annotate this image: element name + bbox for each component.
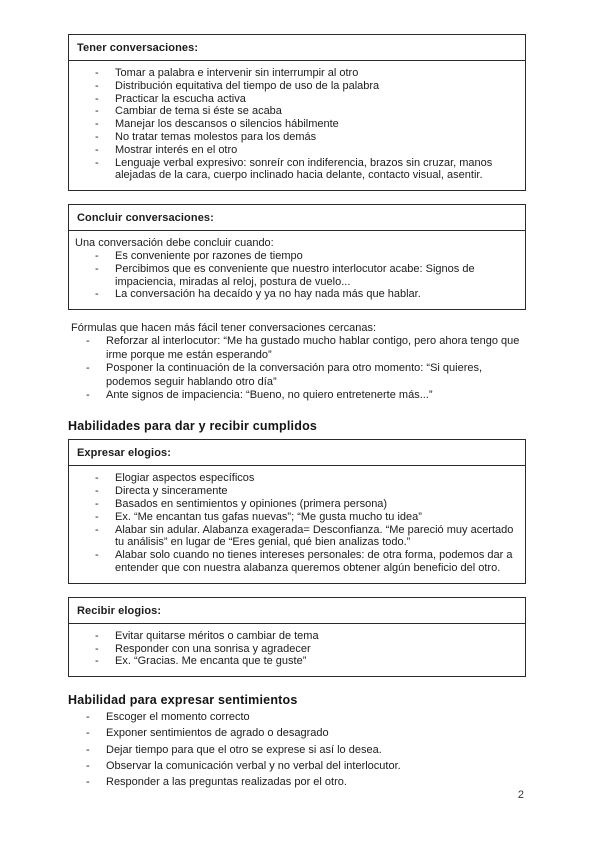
list-item: - Percibimos que es conveniente que nuestro interlocutor acabe: Signos de impaciencia, miradas al reloj, postura de vuelo... [69, 263, 517, 289]
formulas-list [68, 335, 526, 402]
expresar-list [69, 472, 517, 574]
list-item: - Lenguaje verbal expresivo: sonreír con indiferencia, brazos sin cruzar, manos alejadas de la cara, cuerpo inclinado hacia delante, contacto visual, asentir. [69, 157, 517, 183]
concluir-intro: Una conversación debe concluir cuando: [75, 237, 274, 250]
list-item: - Basados en sentimientos y opiniones (primera persona) [69, 498, 517, 511]
box-concluir-conversaciones [68, 204, 526, 310]
list-item: - Alabar sin adular. Alabanza exagerada= Desconfianza. “Me pareció muy acertado tu análisis” en lugar de “Eres genial, qué bien analizas todo.” [69, 524, 517, 550]
sentimientos-list [68, 711, 526, 789]
box-title-recibir: Recibir elogios: [69, 598, 525, 624]
section-heading-cumplidos: Habilidades para dar y recibir cumplidos [68, 419, 318, 434]
list-item: - Elogiar aspectos específicos [69, 472, 517, 485]
tener-list [69, 67, 517, 182]
list-item: - Ex. “Me encantan tus gafas nuevas”; “Me gusta mucho tu idea” [69, 511, 517, 524]
list-item: - Distribución equitativa del tiempo de uso de la palabra [69, 80, 517, 93]
section-heading-sentimientos: Habilidad para expresar sentimientos [68, 693, 298, 708]
box-title-tener: Tener conversaciones: [69, 35, 525, 61]
list-item: - Practicar la escucha activa [69, 93, 517, 106]
box-expresar-elogios [68, 439, 526, 583]
page-content [68, 34, 526, 792]
box-title-concluir: Concluir conversaciones: [69, 205, 525, 231]
list-item: - Dejar tiempo para que el otro se exprese si así lo desea. [68, 744, 526, 757]
list-item: - Observar la comunicación verbal y no verbal del interlocutor. [68, 760, 526, 773]
box-body-recibir [69, 624, 525, 676]
list-item: - Evitar quitarse méritos o cambiar de tema [69, 630, 517, 643]
formulas-section [68, 322, 526, 402]
box-title-expresar: Expresar elogios: [69, 440, 525, 466]
list-item: - Cambiar de tema si éste se acaba [69, 105, 517, 118]
list-item: - Mostrar interés en el otro [69, 144, 517, 157]
list-item: - Manejar los descansos o silencios hábilmente [69, 118, 517, 131]
list-item: - Directa y sinceramente [69, 485, 517, 498]
list-item: - Responder a las preguntas realizadas por el otro. [68, 776, 526, 789]
list-item: - Escoger el momento correcto [68, 711, 526, 724]
list-item: - No tratar temas molestos para los demás [69, 131, 517, 144]
concluir-list [69, 250, 517, 301]
box-tener-conversaciones [68, 34, 526, 191]
formulas-intro: Fórmulas que hacen más fácil tener conversaciones cercanas: [71, 322, 377, 335]
box-body-tener [69, 61, 525, 190]
list-item: - La conversación ha decaído y ya no hay nada más que hablar. [69, 288, 517, 301]
list-item: - Ex. “Gracias. Me encanta que te guste” [69, 655, 517, 668]
list-item: - Exponer sentimientos de agrado o desagrado [68, 727, 526, 740]
box-body-concluir [69, 231, 525, 309]
list-item: - Es conveniente por razones de tiempo [69, 250, 517, 263]
list-item: - Posponer la continuación de la conversación para otro momento: “Si quieres, podemos seguir hablando otro día” [68, 362, 526, 389]
list-item: - Tomar a palabra e intervenir sin interrumpir al otro [69, 67, 517, 80]
list-item: - Responder con una sonrisa y agradecer [69, 643, 517, 656]
box-body-expresar [69, 466, 525, 582]
list-item: - Alabar solo cuando no tienes intereses personales: de otra forma, podemos dar a entender que con nuestra alabanza queremos obtener algún beneficio del otro. [69, 549, 517, 575]
page-number: 2 [517, 789, 524, 801]
list-item: - Ante signos de impaciencia: “Bueno, no quiero entretenerte más...” [68, 389, 526, 402]
list-item: - Reforzar al interlocutor: “Me ha gustado mucho hablar contigo, pero ahora tengo que irme porque me están esperando” [68, 335, 526, 362]
recibir-list [69, 630, 517, 668]
box-recibir-elogios [68, 597, 526, 677]
